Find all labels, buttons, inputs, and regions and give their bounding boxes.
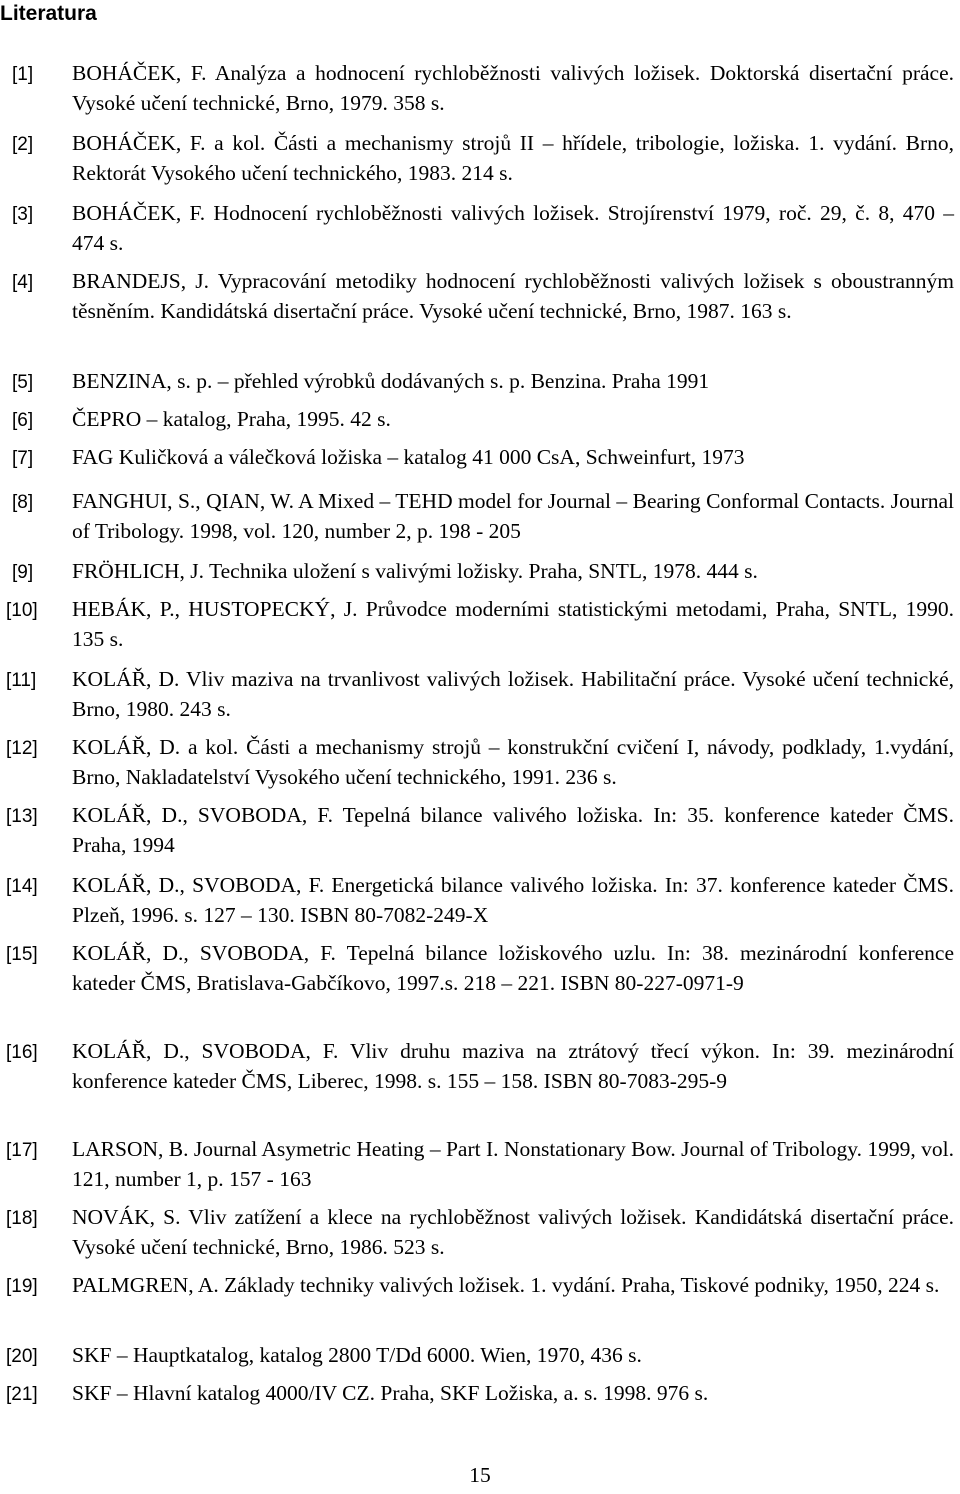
reference-number: [9] [12,562,34,583]
reference-text: SKF – Hauptkatalog, katalog 2800 T/Dd 6000. Wien, 1970, 436 s. [72,1343,642,1367]
reference-number: [18] [6,1208,38,1229]
reference-text: KOLÁŘ, D., SVOBODA, F. Energetická bilance valivého ložiska. In: 37. konference kateder ČMS. Plzeň, 1996. s. 127 – 130. ISBN 80-7082-249-X [72,873,954,927]
reference-text: FANGHUI, S., QIAN, W. A Mixed – TEHD model for Journal – Bearing Conformal Contacts. Journal of Tribology. 1998, vol. 120, number 2, p. 198 - 205 [72,489,954,543]
reference-number: [4] [12,272,34,293]
reference-text: BOHÁČEK, F. Hodnocení rychloběžnosti valivých ložisek. Strojírenství 1979, roč. 29, č. 8, 470 – 474 s. [72,201,954,255]
page-number: 15 [469,1463,491,1487]
reference-text: NOVÁK, S. Vliv zatížení a klece na rychloběžnost valivých ložisek. Kandidátská disertační práce. Vysoké učení technické, Brno, 1986. 523 s. [72,1205,954,1259]
reference-text: KOLÁŘ, D., SVOBODA, F. Vliv druhu maziva na ztrátový třecí výkon. In: 39. mezinárodní konference kateder ČMS, Liberec, 1998. s. 155 – 158. ISBN 80-7083-295-9 [72,1039,954,1093]
reference-text: KOLÁŘ, D., SVOBODA, F. Tepelná bilance valivého ložiska. In: 35. konference kateder ČMS. Praha, 1994 [72,803,954,857]
reference-number: [2] [12,134,34,155]
reference-number: [17] [6,1140,38,1161]
reference-number: [19] [6,1276,38,1297]
reference-number: [8] [12,492,34,513]
reference-number: [11] [6,670,37,691]
reference-text: BENZINA, s. p. – přehled výrobků dodávaných s. p. Benzina. Praha 1991 [72,369,710,393]
reference-text: FRÖHLICH, J. Technika uložení s valivými ložisky. Praha, SNTL, 1978. 444 s. [72,559,758,583]
reference-text: BRANDEJS, J. Vypracování metodiky hodnocení rychloběžnosti valivých ložisek s oboustranným těsněním. Kandidátská disertační práce. Vysoké učení technické, Brno, 1987. 163 s. [72,269,954,323]
reference-number: [14] [6,876,38,897]
reference-number: [21] [6,1384,38,1405]
reference-number: [1] [12,64,34,85]
reference-text: HEBÁK, P., HUSTOPECKÝ, J. Průvodce moderními statistickými metodami, Praha, SNTL, 1990. 135 s. [72,597,954,651]
reference-text: KOLÁŘ, D. a kol. Části a mechanismy strojů – konstrukční cvičení I, návody, podklady, 1.vydání, Brno, Nakladatelství Vysokého učení technického, 1991. 236 s. [72,735,954,789]
reference-number: [7] [12,448,34,469]
reference-text: BOHÁČEK, F. Analýza a hodnocení rychloběžnosti valivých ložisek. Doktorská disertační práce. Vysoké učení technické, Brno, 1979. 358 s. [72,61,954,115]
reference-number: [6] [12,410,34,431]
reference-text: KOLÁŘ, D., SVOBODA, F. Tepelná bilance ložiskového uzlu. In: 38. mezinárodní konference kateder ČMS, Bratislava-Gabčíkovo, 1997.s. 218 – 221. ISBN 80-227-0971-9 [72,941,954,995]
reference-text: PALMGREN, A. Základy techniky valivých ložisek. 1. vydání. Praha, Tiskové podniky, 1950, 224 s. [72,1273,940,1297]
section-heading: Literatura [0,2,97,25]
reference-text: BOHÁČEK, F. a kol. Části a mechanismy strojů II – hřídele, tribologie, ložiska. 1. vydání. Brno, Rektorát Vysokého učení technického, 1983. 214 s. [72,131,954,185]
reference-number: [16] [6,1042,38,1063]
reference-text: SKF – Hlavní katalog 4000/IV CZ. Praha, SKF Ložiska, a. s. 1998. 976 s. [72,1381,709,1405]
reference-number: [20] [6,1346,38,1367]
reference-text: ČEPRO – katalog, Praha, 1995. 42 s. [72,407,391,431]
reference-text: LARSON, B. Journal Asymetric Heating – Part I. Nonstationary Bow. Journal of Tribology. 1999, vol. 121, number 1, p. 157 - 163 [72,1137,954,1191]
reference-number: [10] [6,600,38,621]
reference-text: FAG Kuličková a válečková ložiska – katalog 41 000 CsA, Schweinfurt, 1973 [72,445,745,469]
reference-number: [5] [12,372,34,393]
reference-number: [15] [6,944,38,965]
reference-number: [3] [12,204,34,225]
reference-number: [12] [6,738,38,759]
reference-text: KOLÁŘ, D. Vliv maziva na trvanlivost valivých ložisek. Habilitační práce. Vysoké učení technické, Brno, 1980. 243 s. [72,667,954,721]
reference-number: [13] [6,806,38,827]
